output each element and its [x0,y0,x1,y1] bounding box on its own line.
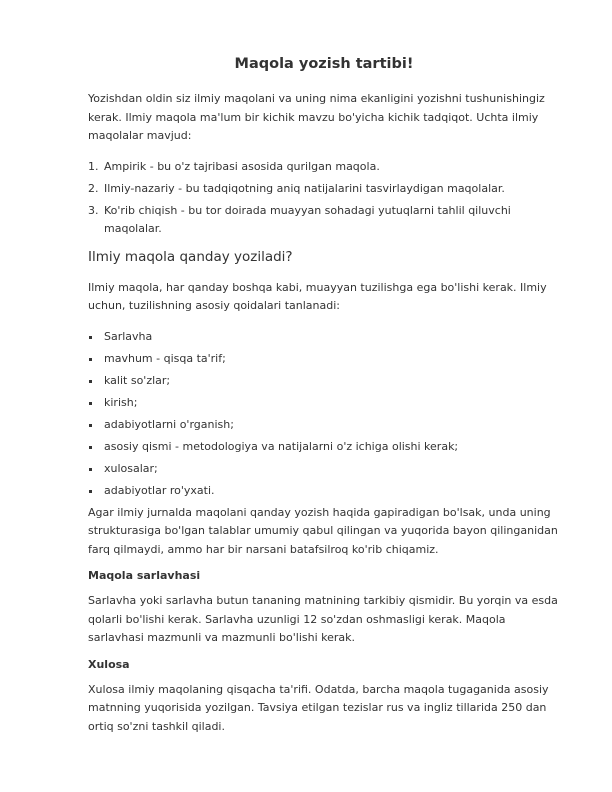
bullet-icon [88,350,104,369]
list-item [88,394,560,413]
bullet-icon [88,438,104,457]
list-item-text: asosiy qismi - metodologiya va natijalarni o'z ichiga olishi kerak; [104,439,459,453]
bullet-icon [88,372,104,391]
bullet-icon [88,416,104,435]
structure-list [88,328,560,501]
journal-paragraph: Agar ilmiy jurnalda maqolani qanday yozish haqida gapiradigan bo'lsak, unda uning strukturasiga bo'lgan talablar umumiy qabul qilingan va yuqorida bayon qilinganidan farq qilmaydi, ammo har bir narsani batafsilroq ko'rib chiqamiz. [88,505,558,556]
page-title: Maqola yozish tartibi! [234,56,414,72]
bullet-icon [88,394,104,413]
list-item-text: kirish; [104,395,138,409]
bullet-icon [88,482,104,501]
list-item-text: kalit so'zlar; [104,373,171,387]
list-item [88,482,560,501]
list-item [88,158,560,177]
bullet-icon [88,460,104,479]
list-item [88,372,560,391]
list-item-text: Ilmiy-nazariy - bu tadqiqotning aniq natijalarini tasvirlaydigan maqolalar. [104,181,505,195]
list-number: 1. [88,159,99,173]
list-item [88,460,560,479]
list-item [88,180,560,199]
summary-paragraph: Xulosa ilmiy maqolaning qisqacha ta'rifi. Odatda, barcha maqola tugaganida asosiy matnning yuqorisida yozilgan. Tavsiya etilgan tezislar rus va ingliz tillarida 250 dan ortiq so'zni tashkil qiladi. [88,682,549,733]
headline-paragraph: Sarlavha yoki sarlavha butun tananing matnining tarkibiy qismidir. Bu yorqin va esda qolarli bo'lishi kerak. Sarlavha uzunligi 12 so'zdan oshmasligi kerak. Maqola sarlavhasi mazmunli va mazmunli bo'lishi kerak. [88,594,558,644]
list-number: 3. [88,203,99,217]
list-item-text: Sarlavha [104,329,153,343]
list-item [88,202,560,239]
list-item-text: mavhum - qisqa ta'rif; [104,351,226,365]
section-heading: Ilmiy maqola qanday yoziladi? [88,248,293,265]
list-item [88,438,560,457]
list-item [88,416,560,435]
list-item [88,328,560,347]
intro-paragraph: Yozishdan oldin siz ilmiy maqolani va uning nima ekanligini yozishni tushunishingiz kerak. Ilmiy maqola ma'lum bir kichik mavzu bo'yicha kichik tadqiqot. Uchta ilmiy maqolalar mavjud: [88,92,545,142]
list-item-text: adabiyotlar ro'yxati. [104,483,215,497]
structure-intro-paragraph: Ilmiy maqola, har qanday boshqa kabi, muayyan tuzilishga ega bo'lishi kerak. Ilmiy uchun, tuzilishning asosiy qoidalari tanlanadi: [88,280,547,312]
list-item-text: adabiyotlarni o'rganish; [104,417,234,431]
headline-heading: Maqola sarlavhasi [88,569,201,582]
list-number: 2. [88,181,99,195]
list-item-text: xulosalar; [104,461,158,475]
list-item-text: Ko'rib chiqish - bu tor doirada muayyan sohadagi yutuqlarni tahlil qiluvchi maqolalar. [104,203,511,235]
summary-heading: Xulosa [88,657,130,671]
list-item-text: Ampirik - bu o'z tajribasi asosida qurilgan maqola. [104,159,380,173]
list-item [88,350,560,369]
bullet-icon [88,328,104,347]
article-types-list [88,158,560,239]
